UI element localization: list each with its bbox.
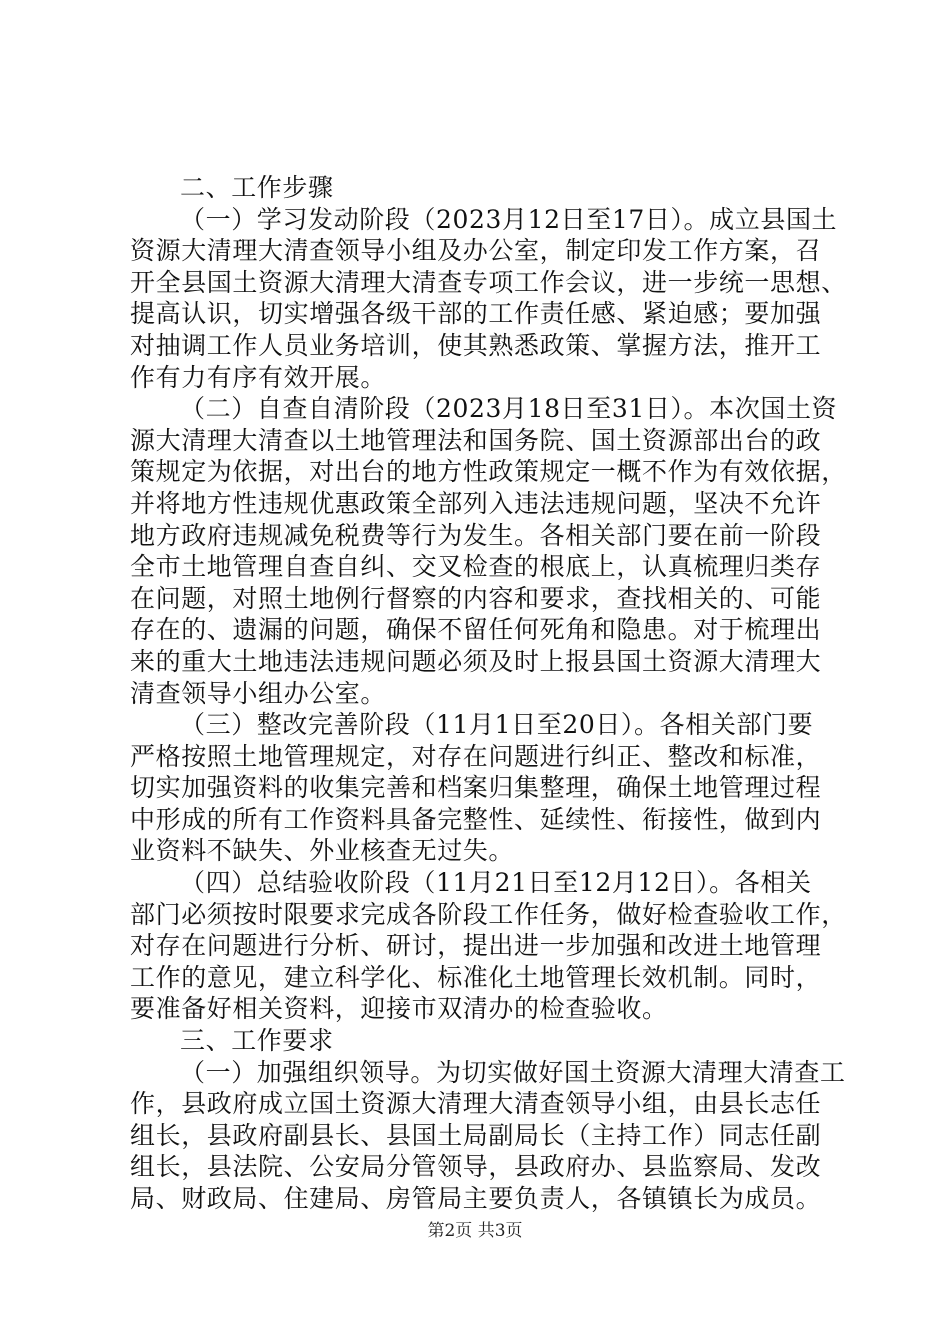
paragraph-line: 局、财政局、住建局、房管局主要负责人，各镇镇长为成员。 bbox=[130, 1184, 822, 1213]
paragraph-line: 资源大清理大清查领导小组及办公室，制定印发工作方案，召 bbox=[130, 236, 822, 266]
paragraph-line: 业资料不缺失、外业核查无过失。 bbox=[130, 836, 515, 866]
page-footer: 第2页 共3页 bbox=[427, 1221, 523, 1241]
paragraph-line: 并将地方性违规优惠政策全部列入违法违规问题，坚决不允许 bbox=[130, 488, 822, 518]
paragraph-line: （三）整改完善阶段（11月1日至20日）。各相关部门要 bbox=[180, 710, 814, 740]
paragraph-line: 存在的、遗漏的问题，确保不留任何死角和隐患。对于梳理出 bbox=[130, 615, 822, 645]
paragraph-line: 作有力有序有效开展。 bbox=[130, 362, 387, 392]
paragraph-line: 策规定为依据，对出台的地方性政策规定一概不作为有效依据， bbox=[130, 457, 847, 487]
paragraph-line: 源大清理大清查以土地管理法和国务院、国土资源部出台的政 bbox=[130, 425, 822, 455]
paragraph-line: 清查领导小组办公室。 bbox=[130, 678, 387, 708]
paragraph-line: 组长，县政府副县长、县国土局副局长（主持工作）同志任副 bbox=[130, 1120, 822, 1150]
paragraph-line: 严格按照土地管理规定，对存在问题进行纠正、整改和标准， bbox=[130, 741, 822, 771]
paragraph-line: 工作的意见，建立科学化、标准化土地管理长效机制。同时， bbox=[130, 962, 822, 992]
section-heading: 二、工作步骤 bbox=[180, 173, 334, 202]
paragraph-line: 切实加强资料的收集完善和档案归集整理，确保土地管理过程 bbox=[130, 773, 822, 803]
paragraph-line: （二）自查自清阶段（2023月18日至31日）。本次国土资 bbox=[180, 394, 838, 424]
paragraph-line: 来的重大土地违法违规问题必须及时上报县国土资源大清理大 bbox=[130, 646, 822, 676]
paragraph-line: （一）学习发动阶段（2023月12日至17日）。成立县国土 bbox=[180, 204, 838, 234]
paragraph-line: 部门必须按时限要求完成各阶段工作任务，做好检查验收工作， bbox=[130, 899, 847, 929]
paragraph-line: 地方政府违规减免税费等行为发生。各相关部门要在前一阶段 bbox=[130, 520, 822, 550]
paragraph-line: （四）总结验收阶段（11月21日至12月12日）。各相关 bbox=[180, 868, 812, 898]
paragraph-line: 对存在问题进行分析、研讨，提出进一步加强和改进土地管理 bbox=[130, 931, 822, 961]
paragraph-line: 开全县国土资源大清理大清查专项工作会议，进一步统一思想、 bbox=[130, 267, 847, 297]
paragraph-line: 中形成的所有工作资料具备完整性、延续性、衔接性，做到内 bbox=[130, 804, 822, 834]
paragraph-line: （一）加强组织领导。为切实做好国土资源大清理大清查工 bbox=[180, 1057, 846, 1087]
document-body bbox=[130, 172, 847, 1215]
paragraph-line: 对抽调工作人员业务培训，使其熟悉政策、掌握方法，推开工 bbox=[130, 330, 822, 360]
paragraph-line: 作，县政府成立国土资源大清理大清查领导小组，由县长志任 bbox=[130, 1089, 822, 1119]
paragraph-line: 全市土地管理自查自纠、交叉检查的根底上，认真梳理归类存 bbox=[130, 552, 822, 582]
section-heading: 三、工作要求 bbox=[180, 1026, 334, 1056]
paragraph-line: 要准备好相关资料，迎接市双清办的检查验收。 bbox=[130, 994, 668, 1024]
paragraph-line: 在问题，对照土地例行督察的内容和要求，查找相关的、可能 bbox=[130, 583, 822, 613]
paragraph-line: 提高认识，切实增强各级干部的工作责任感、紧迫感；要加强 bbox=[130, 299, 822, 329]
paragraph-line: 组长，县法院、公安局分管领导，县政府办、县监察局、发改 bbox=[130, 1152, 822, 1182]
